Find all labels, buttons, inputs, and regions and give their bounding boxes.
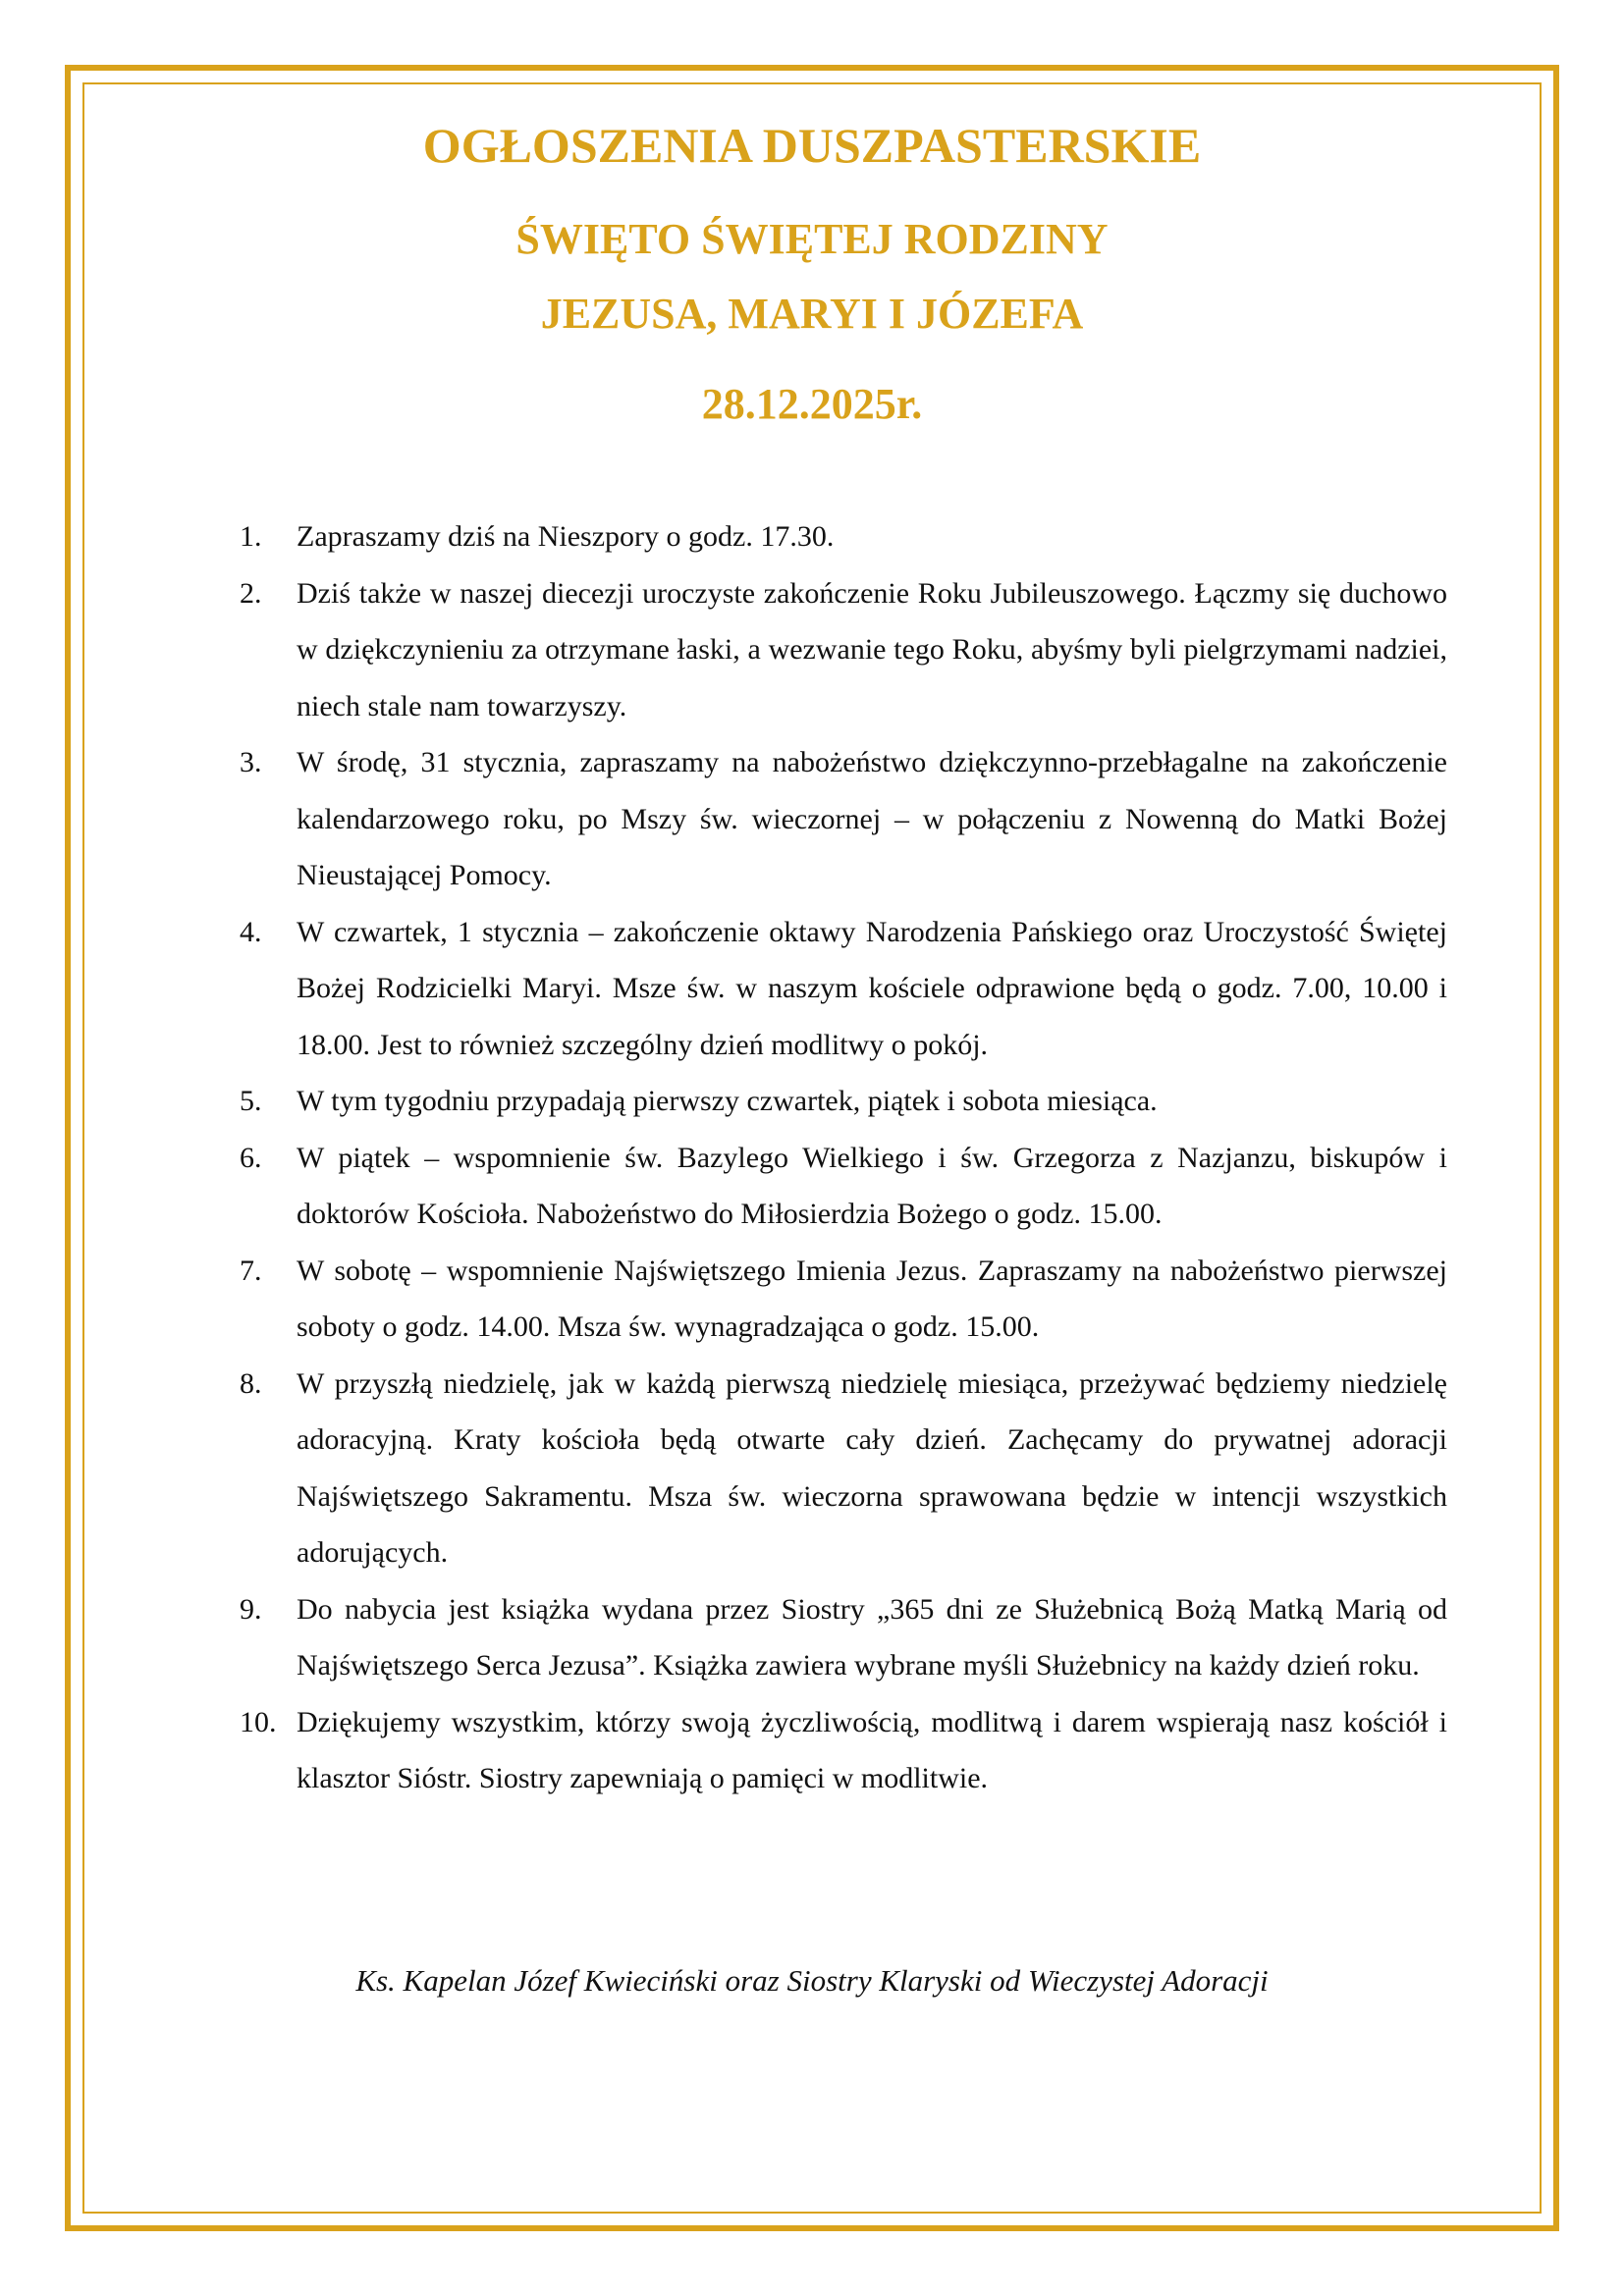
announcement-item xyxy=(240,904,1447,1074)
signature: Ks. Kapelan Józef Kwieciński oraz Siostry Klaryski od Wieczystej Adoracji xyxy=(355,1963,1269,1998)
announcement-text: W piątek – wspomnienie św. Bazylego Wielkiego i św. Grzegorza z Nazjanzu, biskupów i doktorów Kościoła. Nabożeństwo do Miłosierdzia Bożego o godz. 15.00. xyxy=(297,1141,1447,1230)
announcement-number: 9. xyxy=(240,1592,262,1626)
announcement-item xyxy=(240,508,1447,565)
announcement-text: Dziś także w naszej diecezji uroczyste zakończenie Roku Jubileuszowego. Łączmy się duchowo w dziękczynieniu za otrzymane łaski, a wezwanie tego Roku, abyśmy byli pielgrzymami nadziei, niech stale nam towarzyszy. xyxy=(297,576,1447,722)
announcement-number: 1. xyxy=(240,520,262,553)
announcement-number: 8. xyxy=(240,1366,262,1400)
announcement-item xyxy=(240,1694,1447,1807)
announcement-item xyxy=(240,1073,1447,1130)
announcement-item xyxy=(240,565,1447,735)
announcement-number: 3. xyxy=(240,746,262,778)
announcement-number: 4. xyxy=(240,915,262,948)
announcement-number: 5. xyxy=(240,1085,262,1117)
announcement-text: W środę, 31 stycznia, zapraszamy na nabożeństwo dziękczynno-przebłagalne na zakończenie kalendarzowego roku, po Mszy św. wieczornej – w połączeniu z Nowenną do Matki Bożej Nieustającej Pomocy. xyxy=(297,746,1447,891)
announcement-number: 6. xyxy=(240,1141,262,1174)
announcement-item xyxy=(240,1130,1447,1243)
announcement-item xyxy=(240,1243,1447,1356)
announcement-item xyxy=(240,734,1447,904)
announcement-text: W tym tygodniu przypadają pierwszy czwartek, piątek i sobota miesiąca. xyxy=(297,1085,1158,1117)
feast-name-line-2: JEZUSA, MARYI I JÓZEFA xyxy=(540,290,1084,338)
announcement-text: Do nabycia jest książka wydana przez Siostry „365 dni ze Służebnicą Bożą Matką Marią od Najświętszego Serca Jezusa”. Książka zawiera wybrane myśli Służebnicy na każdy dzień roku. xyxy=(297,1592,1447,1682)
feast-name xyxy=(82,202,1542,351)
announcement-date: 28.12.2025r. xyxy=(701,380,923,428)
announcement-text: Dziękujemy wszystkim, którzy swoją życzliwością, modlitwą i darem wspierają nasz kościół i klasztor Sióstr. Siostry zapewniają o pamięci w modlitwie. xyxy=(297,1705,1447,1794)
announcement-number: 10. xyxy=(240,1705,277,1738)
announcement-number: 2. xyxy=(240,576,262,610)
feast-name-line-1: ŚWIĘTO ŚWIĘTEJ RODZINY xyxy=(515,215,1109,263)
announcement-number: 7. xyxy=(240,1254,262,1287)
announcement-text: W czwartek, 1 stycznia – zakończenie oktawy Narodzenia Pańskiego oraz Uroczystość Świętej Bożej Rodzicielki Maryi. Msze św. w naszym kościele odprawione będą o godz. 7.00, 10.00 i 18.00. Jest to również szczególny dzień modlitwy o pokój. xyxy=(297,915,1447,1061)
page-title: OGŁOSZENIA DUSZPASTERSKIE xyxy=(422,118,1202,173)
header xyxy=(82,116,1542,434)
announcement-text: Zapraszamy dziś na Nieszpory o godz. 17.30. xyxy=(297,520,835,553)
announcement-item xyxy=(240,1356,1447,1581)
announcement-text: W przyszłą niedzielę, jak w każdą pierwszą niedzielę miesiąca, przeżywać będziemy niedzielę adoracyjną. Kraty kościoła będą otwarte cały dzień. Zachęcamy do prywatnej adoracji Najświętszego Sakramentu. Msza św. wieczorna sprawowana będzie w intencji wszystkich adorujących. xyxy=(297,1366,1447,1569)
announcement-item xyxy=(240,1581,1447,1694)
announcement-text: W sobotę – wspomnienie Najświętszego Imienia Jezus. Zapraszamy na nabożeństwo pierwszej soboty o godz. 14.00. Msza św. wynagradzająca o godz. 15.00. xyxy=(297,1254,1447,1343)
announcement-list xyxy=(240,508,1447,1807)
